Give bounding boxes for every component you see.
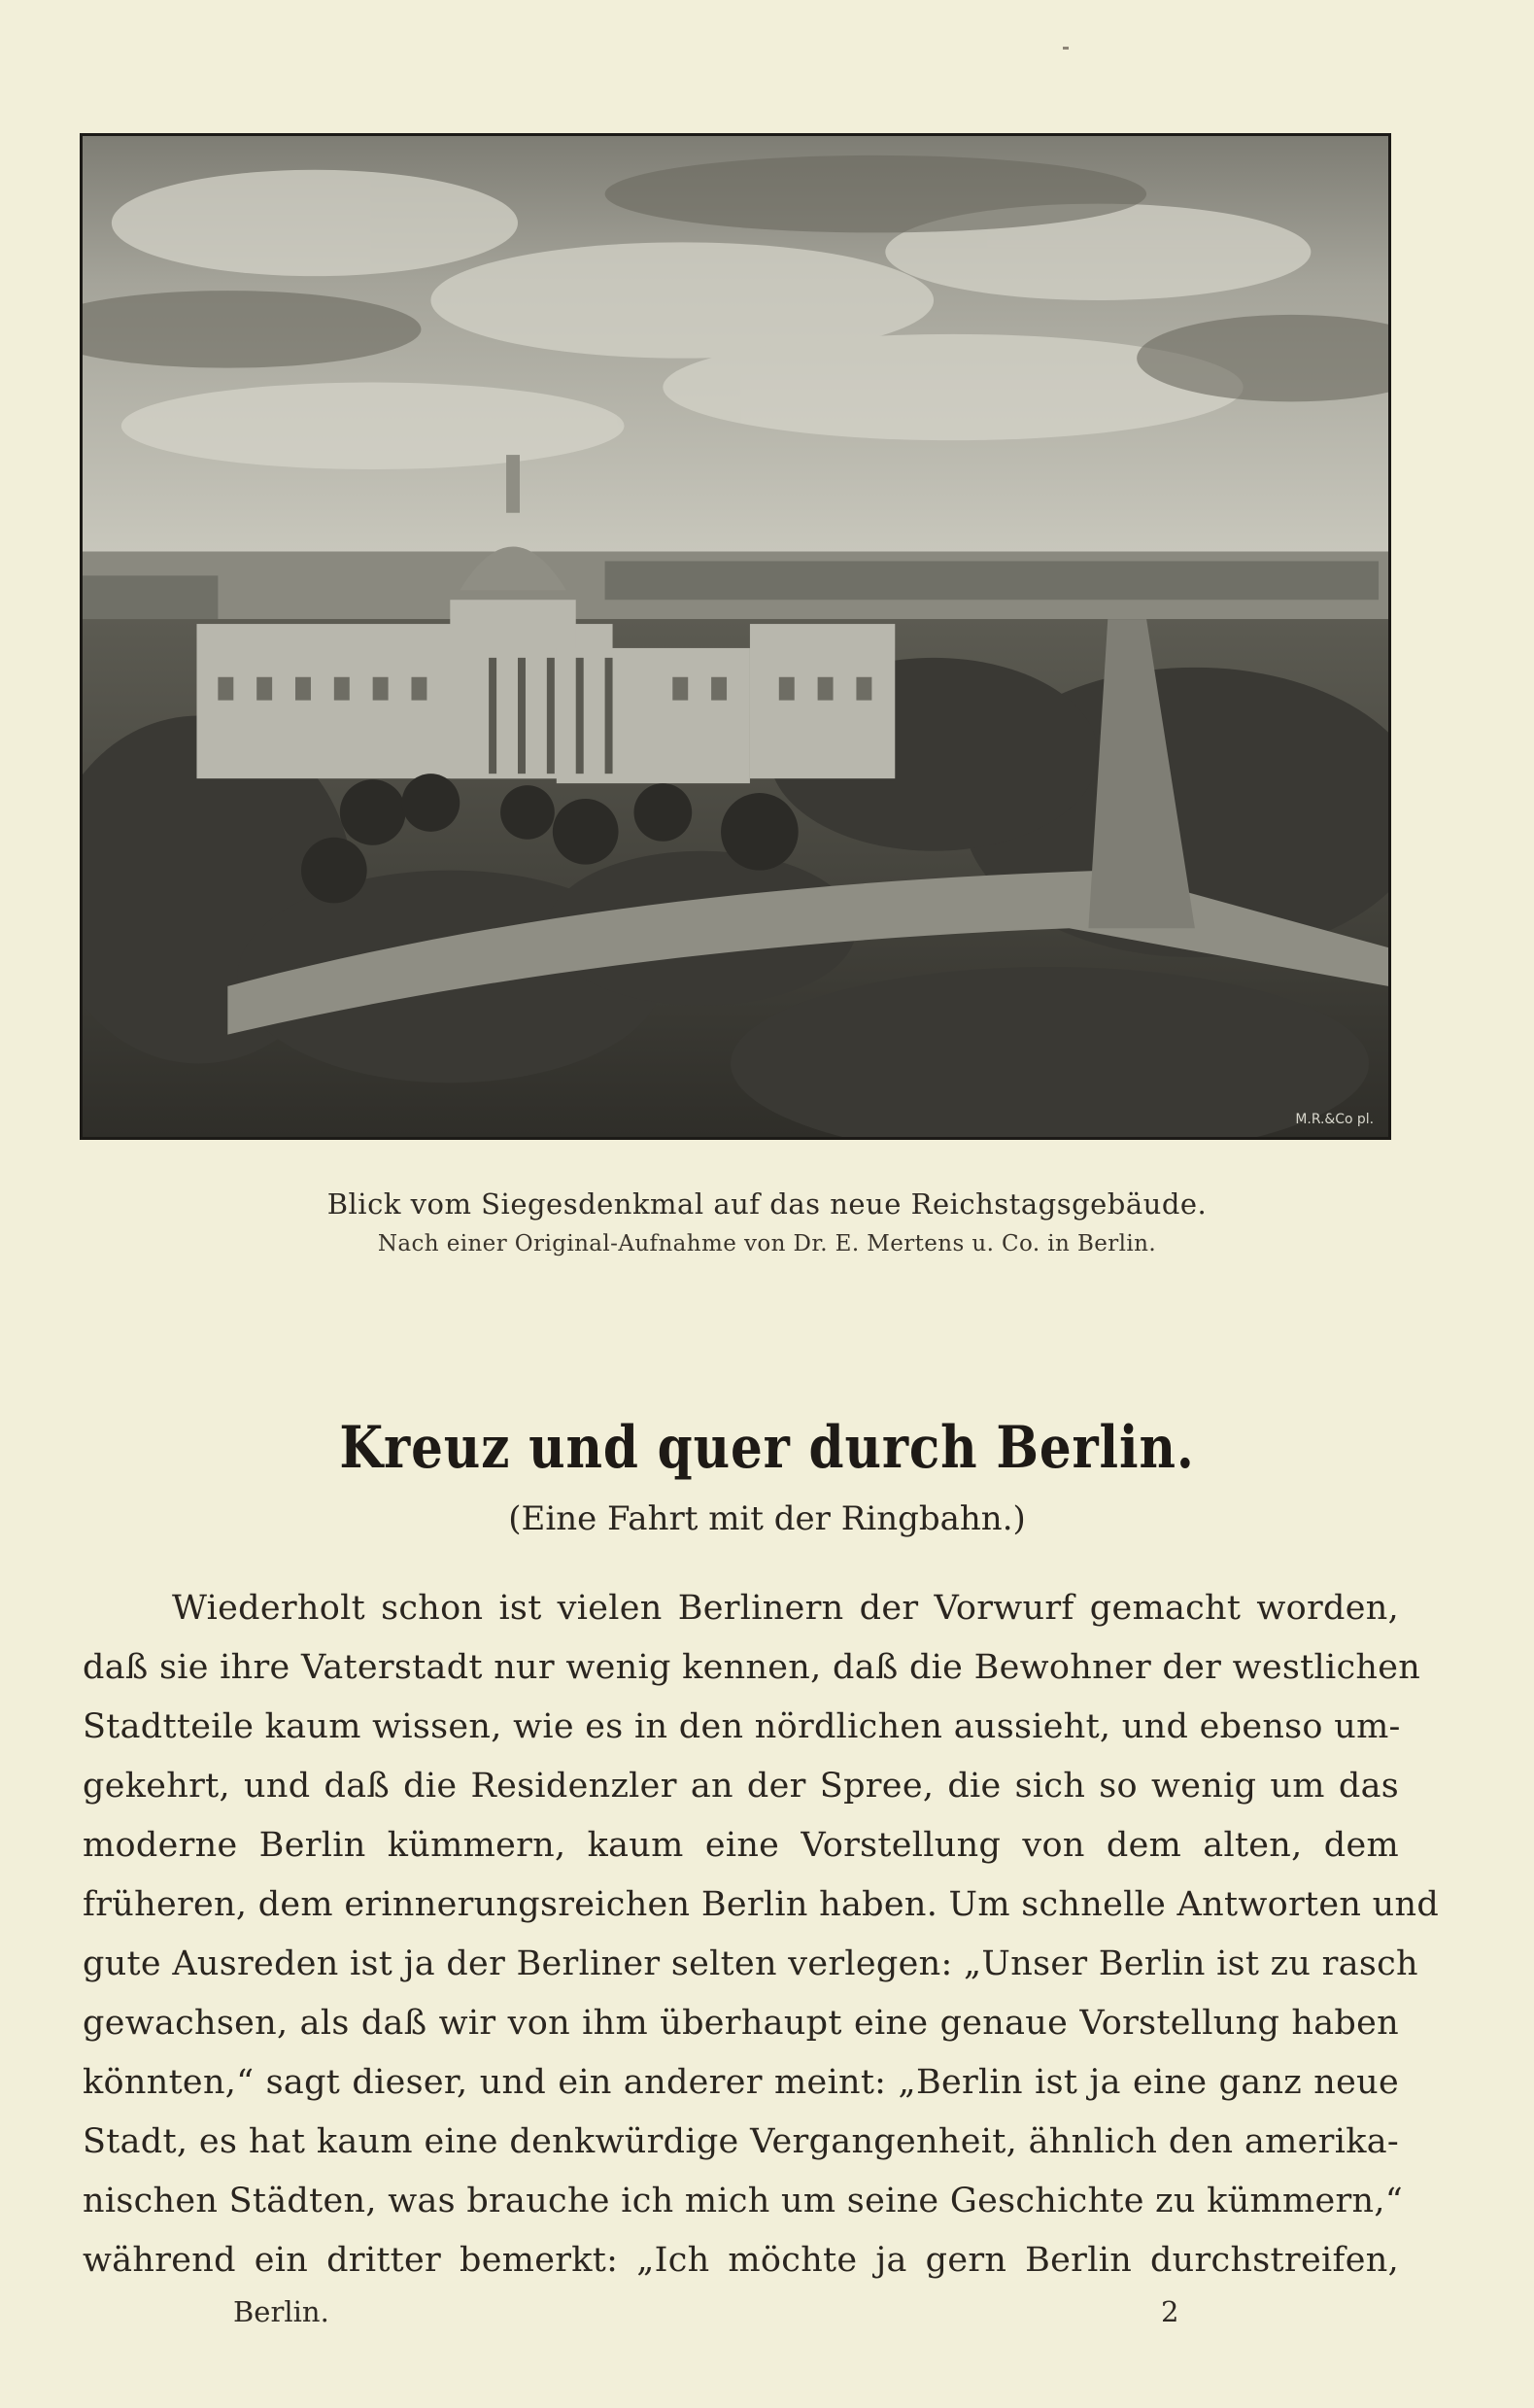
body-line: könnten,“ sagt dieser, und ein anderer meint: „Berlin ist ja eine ganz neue: [83, 2063, 1399, 2102]
footer-signature: Berlin.: [233, 2295, 329, 2328]
body-line: nischen Städten, was brauche ich mich um seine Geschichte zu kümmern,“: [83, 2182, 1404, 2220]
article-subtitle: (Eine Fahrt mit der Ringbahn.): [508, 1499, 1026, 1538]
article-title: Kreuz und quer durch Berlin.: [339, 1414, 1195, 1482]
body-line: während ein dritter bemerkt: „Ich möchte ja gern Berlin durchstreifen,: [83, 2241, 1399, 2280]
photo-signature: M.R.&Co pl.: [1295, 1112, 1375, 1128]
body-line: Stadt, es hat kaum eine denkwürdige Vergangenheit, ähnlich den amerika-: [83, 2122, 1399, 2161]
reichstag-illustration: [80, 133, 1391, 1140]
article-body: [83, 1579, 1440, 2290]
body-line: Wiederholt schon ist vielen Berlinern der Vorwurf gemacht worden,: [172, 1589, 1399, 1628]
body-line: daß sie ihre Vaterstadt nur wenig kennen, daß die Bewohner der westlichen: [83, 1648, 1421, 1687]
page-mark: [1063, 47, 1069, 50]
body-line: gewachsen, als daß wir von ihm überhaupt eine genaue Vorstellung haben: [83, 2004, 1399, 2043]
body-line: Stadtteile kaum wissen, wie es in den nördlichen aussieht, und ebenso um-: [83, 1707, 1401, 1746]
page-number: 2: [1161, 2295, 1179, 2328]
caption-main: Blick vom Siegesdenkmal auf das neue Reichstagsgebäude.: [326, 1187, 1208, 1221]
photo-reichstag-view-icon: [83, 136, 1388, 1137]
body-line: gekehrt, und daß die Residenzler an der Spree, die sich so wenig um das: [83, 1767, 1399, 1806]
caption-credit: Nach einer Original-Aufnahme von Dr. E. Mertens u. Co. in Berlin.: [377, 1231, 1157, 1256]
body-line: früheren, dem erinnerungsreichen Berlin haben. Um schnelle Antworten und: [83, 1885, 1440, 1924]
body-line: gute Ausreden ist ja der Berliner selten verlegen: „Unser Berlin ist zu rasch: [83, 1944, 1418, 1983]
body-line: moderne Berlin kümmern, kaum eine Vorstellung von dem alten, dem: [83, 1826, 1399, 1865]
